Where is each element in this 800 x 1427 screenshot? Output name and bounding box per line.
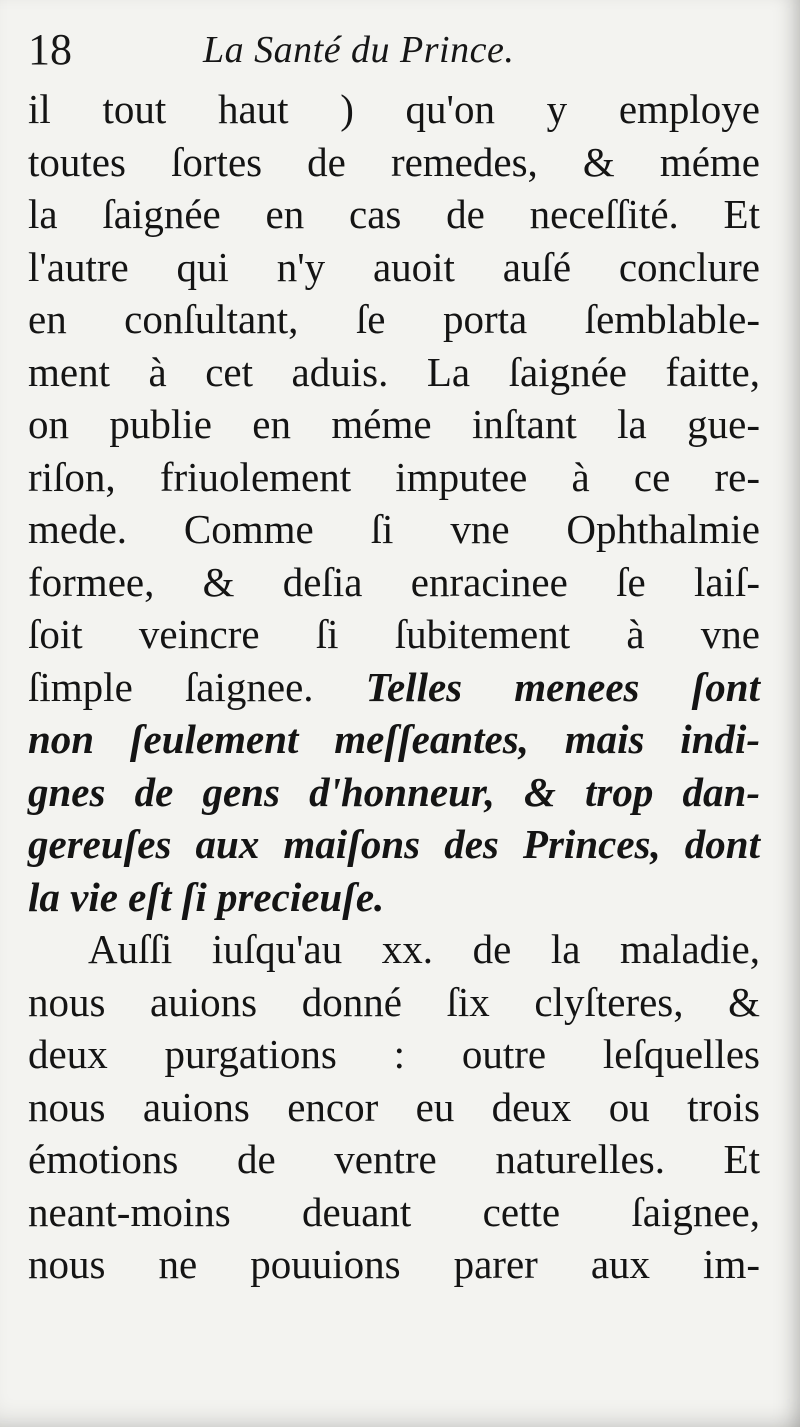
text-line: en conſultant, ſe porta ſemblable- xyxy=(28,296,760,342)
text-line: l'autre qui n'y auoit auſé conclure xyxy=(28,243,760,290)
italic-text-line: la vie eſt ſi precieuſe. xyxy=(28,873,385,920)
text-line: ment à cet aduis. La ſaignée faitte, xyxy=(28,348,760,395)
text-line: ſoit veincre ſi ſubitement à vne xyxy=(28,611,760,657)
paragraph-first-line: Auſſi iuſqu'au xx. de la maladie, xyxy=(88,926,760,972)
text-line: formee, & deſia enracinee ſe laiſ- xyxy=(28,558,760,605)
italic-text-line: gereuſes aux maiſons des Princes, dont xyxy=(28,821,760,867)
text-line: riſon, friuolement imputee à ce re- xyxy=(28,453,760,500)
text-line: mede. Comme ſi vne Ophthalmie xyxy=(28,506,760,552)
text-line: nous ne pouuions parer aux im- xyxy=(28,1241,760,1287)
text-line: la ſaignée en cas de neceſſité. Et xyxy=(28,191,760,237)
page-header xyxy=(28,20,770,80)
text-line: deux purgations : outre leſquelles xyxy=(28,1031,760,1077)
text-line: neant-moins deuant cette ſaignee, xyxy=(28,1188,760,1235)
italic-text-line: gnes de gens d'honneur, & trop dan- xyxy=(28,768,760,815)
text-line: nous auions encor eu deux ou trois xyxy=(28,1083,760,1130)
italic-text-line: non ſeulement meſſeantes, mais indi- xyxy=(28,716,760,762)
body-text xyxy=(28,83,760,1291)
text-line: il tout haut ) qu'on y employe xyxy=(28,86,760,132)
text-line: nous auions donné ſix clyſteres, & xyxy=(28,978,760,1025)
text-line: on publie en méme inſtant la gue- xyxy=(28,401,760,447)
italic-segment: Telles menees ſont xyxy=(365,663,761,710)
text-line: émotions de ventre naturelles. Et xyxy=(28,1136,760,1182)
roman-segment: ſimple ſaignee. xyxy=(28,663,314,710)
mixed-text-line xyxy=(28,661,760,714)
text-line: toutes ſortes de remedes, & méme xyxy=(28,138,760,185)
page-number: 18 xyxy=(28,25,72,74)
running-head: La Santé du Prince. xyxy=(203,29,515,71)
